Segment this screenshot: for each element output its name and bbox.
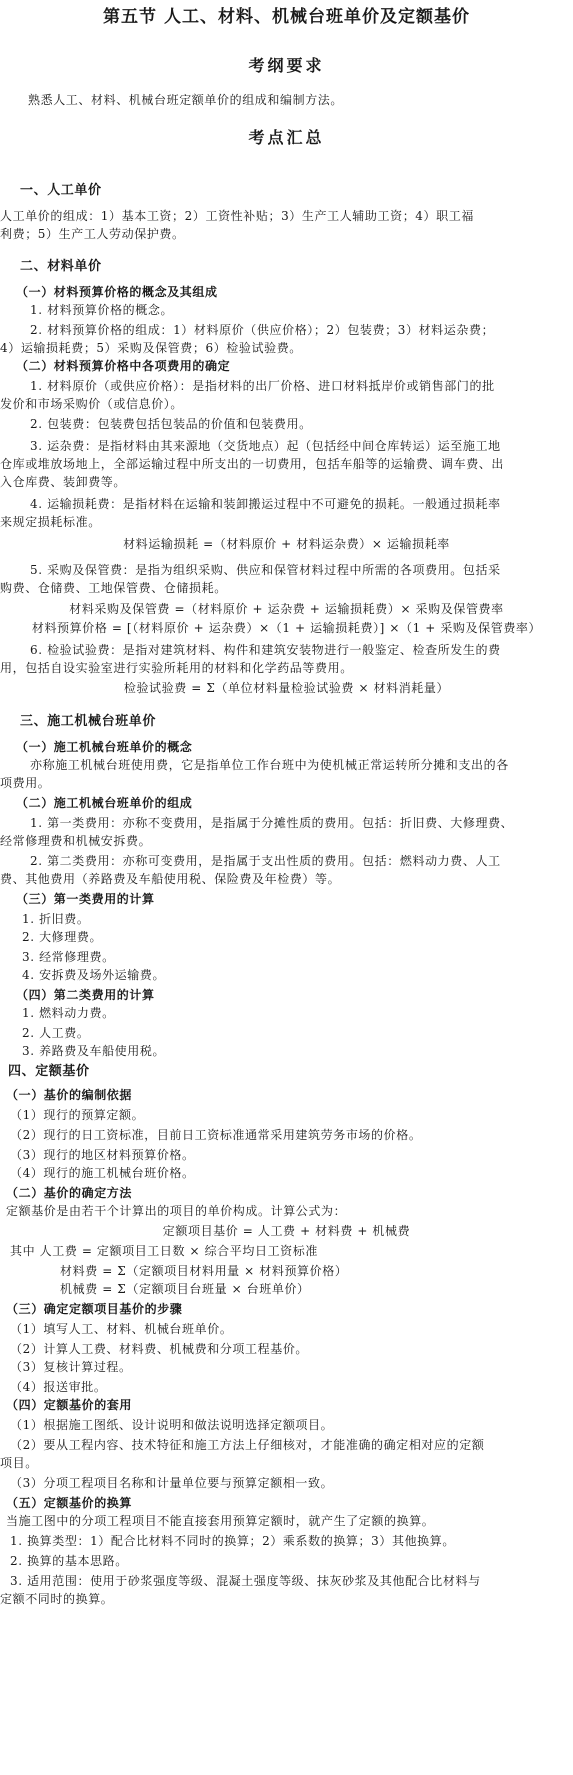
body-line: （1）填写人工、材料、机械台班单价。 [10,1322,233,1336]
subsection-heading: （四）定额基价的套用 [6,1398,133,1412]
banner-exam-requirements: 考纲要求 [248,56,325,75]
body-line: 1. 材料原价（或供应价格）：是指材料的出厂价格、进口材料抵岸价或销售部门的批 [30,379,495,393]
body-line: （3）现行的地区材料预算价格。 [10,1148,195,1162]
subsection-heading: （二）材料预算价格中各项费用的确定 [16,359,231,373]
body-line: 定额不同时的换算。 [0,1592,114,1606]
body-line: 项目。 [0,1456,38,1470]
body-line: 1. 燃料动力费。 [22,1006,115,1020]
body-line: 3. 养路费及车船使用税。 [22,1044,166,1058]
body-line: （4）报送审批。 [10,1380,107,1394]
banner-key-points: 考点汇总 [248,128,325,147]
body-line: 1. 第一类费用：亦称不变费用，是指属于分摊性质的费用。包括：折旧费、大修理费、 [30,816,514,830]
body-line: 4. 运输损耗费：是指材料在运输和装卸搬运过程中不可避免的损耗。一般通过损耗率 [30,497,501,511]
section-title: 第五节 人工、材料、机械台班单价及定额基价 [103,7,470,27]
body-line: 5. 采购及保管费：是指为组织采购、供应和保管材料过程中所需的各项费用。包括采 [30,563,501,577]
body-line: （3）复核计算过程。 [10,1360,132,1374]
subsection-heading: （三）第一类费用的计算 [16,892,155,906]
body-line: 2. 第二类费用：亦称可变费用，是指属于支出性质的费用。包括：燃料动力费、人工 [30,854,501,868]
body-line: 当施工图中的分项工程项目不能直接套用预算定额时，就产生了定额的换算。 [6,1514,435,1528]
body-line: 机械费 = Σ（定额项目台班量 × 台班单价） [60,1282,310,1296]
body-line: （1）现行的预算定额。 [10,1108,145,1122]
section-heading: 四、定额基价 [8,1064,90,1079]
body-line: 2. 包装费：包装费包括包装品的价值和包装费用。 [30,417,312,431]
body-line: 1. 换算类型：1）配合比材料不同时的换算；2）乘系数的换算；3）其他换算。 [10,1534,455,1548]
body-line: 1. 材料预算价格的概念。 [30,303,174,317]
subsection-heading: （五）定额基价的换算 [6,1496,133,1510]
body-line: 亦称施工机械台班使用费，它是指单位工作台班中为使机械正常运转所分摊和支出的各 [30,758,509,772]
body-line: 4）运输损耗费；5）采购及保管费；6）检验试验费。 [0,341,302,355]
body-line: 仓库或堆放场地上，全部运输过程中所支出的一切费用，包括车船等的运输费、调车费、出 [0,457,505,471]
body-line: 经常修理费和机械安拆费。 [0,834,152,848]
subsection-heading: （一）施工机械台班单价的概念 [16,740,193,754]
body-line: 用，包括自设实验室进行实验所耗用的材料和化学药品等费用。 [0,661,353,675]
body-line: 1. 折旧费。 [22,912,90,926]
body-line: 2. 换算的基本思路。 [10,1554,128,1568]
body-line: 费、其他费用（养路费及车船使用税、保险费及年检费）等。 [0,872,341,886]
body-line: 来规定损耗标准。 [0,515,101,529]
formula-line: 材料运输损耗 =（材料原价 + 材料运杂费）× 运输损耗率 [123,537,450,551]
body-line: （2）要从工程内容、技术特征和施工方法上仔细核对，才能准确的确定相对应的定额 [10,1438,485,1452]
body-line: 材料费 = Σ（定额项目材料用量 × 材料预算价格） [60,1264,348,1278]
section-heading: 三、施工机械台班单价 [20,714,157,729]
body-line: 发价和市场采购价（或信息价）。 [0,397,184,411]
formula-line: 材料采购及保管费 =（材料原价 + 运杂费 + 运输损耗费）× 采购及保管费率 [69,602,504,616]
body-line: 人工单价的组成：1）基本工资；2）工资性补贴；3）生产工人辅助工资；4）职工福 [0,209,474,223]
subsection-heading: （三）确定定额项目基价的步骤 [6,1302,183,1316]
subsection-heading: （二）施工机械台班单价的组成 [16,796,193,810]
body-line: 4. 安拆费及场外运输费。 [22,968,166,982]
body-line: 2. 人工费。 [22,1026,90,1040]
subsection-heading: （一）基价的编制依据 [6,1088,133,1102]
intro-text: 熟悉人工、材料、机械台班定额单价的组成和编制方法。 [28,93,344,107]
body-line: 2. 材料预算价格的组成：1）材料原价（供应价格）；2）包装费；3）材料运杂费； [30,323,495,337]
body-line: 利费；5）生产工人劳动保护费。 [0,227,185,241]
section-heading: 二、材料单价 [20,259,102,274]
subsection-heading: （一）材料预算价格的概念及其组成 [16,285,218,299]
body-line: 3. 适用范围：使用于砂浆强度等级、混凝土强度等级、抹灰砂浆及其他配合比材料与 [10,1574,481,1588]
body-line: （2）现行的日工资标准，目前日工资标准通常采用建筑劳务市场的价格。 [10,1128,422,1142]
subsection-heading: （二）基价的确定方法 [6,1186,133,1200]
body-line: （4）现行的施工机械台班价格。 [10,1166,195,1180]
body-line: （2）计算人工费、材料费、机械费和分项工程基价。 [10,1342,309,1356]
section-heading: 一、人工单价 [20,183,102,198]
body-line: 其中 人工费 = 定额项目工日数 × 综合平均日工资标准 [10,1244,318,1258]
body-line: 2. 大修理费。 [22,930,103,944]
body-line: 3. 经常修理费。 [22,950,115,964]
body-line: 3. 运杂费：是指材料由其来源地（交货地点）起（包括经中间仓库转运）运至施工地 [30,439,501,453]
body-line: 入仓库费、装卸费等。 [0,475,127,489]
body-line: 定额基价是由若干个计算出的项目的单价构成。计算公式为： [6,1204,347,1218]
body-line: 购费、仓储费、工地保管费、仓储损耗。 [0,581,227,595]
body-line: （3）分项工程项目名称和计量单位要与预算定额相一致。 [10,1476,334,1490]
body-line: 6. 检验试验费：是指对建筑材料、构件和建筑安装物进行一般鉴定、检查所发生的费 [30,643,501,657]
formula-line: 材料预算价格 = [（材料原价 + 运杂费）×（1 + 运输损耗费）] ×（1 + 采购及保管费率） [31,621,542,635]
subsection-heading: （四）第二类费用的计算 [16,988,155,1002]
formula-line: 检验试验费 = Σ（单位材料量检验试验费 × 材料消耗量） [123,681,450,695]
body-line: （1）根据施工图纸、设计说明和做法说明选择定额项目。 [10,1418,334,1432]
formula-line: 定额项目基价 = 人工费 + 材料费 + 机械费 [162,1224,411,1238]
body-line: 项费用。 [0,776,51,790]
